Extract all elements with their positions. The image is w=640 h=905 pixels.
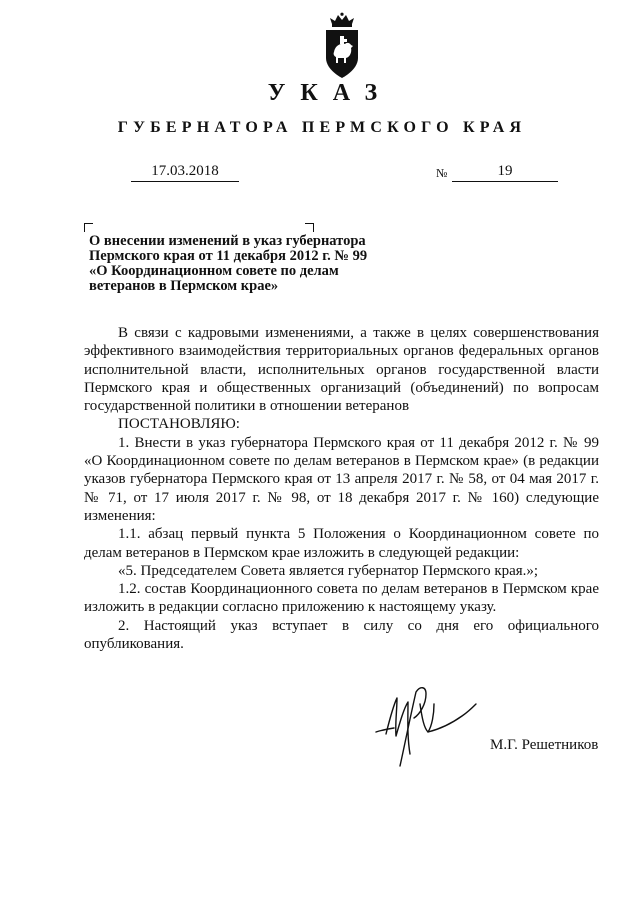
clause-2: 2. Настоящий указ вступает в силу со дня его официального опубликования. [84,617,599,653]
clause-1-1-quote: «5. Председателем Совета является губернатор Пермского края.»; [118,562,539,579]
heading-line: «О Координационном совете по делам [89,263,339,279]
heading-line: ветеранов в Пермском крае» [89,278,279,294]
heading-bracket-left [84,223,93,232]
decree-body [84,324,599,653]
document-type-title: УКАЗ [267,80,393,106]
heading-bracket-right [305,223,314,232]
heading-line: О внесении изменений в указ губернатора [89,233,366,249]
signer-name: М.Г. Решетников [490,737,599,753]
heading-line: Пермского края от 11 декабря 2012 г. № 99 [89,248,368,264]
number-sign: № [436,166,448,180]
resolution-word: ПОСТАНОВЛЯЮ: [118,416,240,433]
issuing-authority: ГУБЕРНАТОРА ПЕРМСКОГО КРАЯ [117,119,527,136]
clause-1: 1. Внести в указ губернатора Пермского края от 11 декабря 2012 г. № 99 «О Координационном совете по делам ветеранов в Пермском крае» (в редакции указов губернатора Пермского края от 13 апреля 2017 г. № 58, от 04 мая 2017 г. № 71, от 17 июля 2017 г. № 98, от 18 декабря 2017 г. № 160) следующие изменения: [84,434,599,524]
coat-of-arms-icon [324,12,360,80]
decree-number: 19 [452,161,558,182]
clause-1-2: 1.2. состав Координационного совета по делам ветеранов в Пермском крае изложить в редакции согласно приложению к настоящему указу. [84,581,599,616]
handwritten-signature-icon [370,678,480,768]
decree-date: 17.03.2018 [131,161,239,182]
decree-heading [89,234,409,294]
clause-1-1: 1.1. абзац первый пункта 5 Положения о Координационном совете по делам ветеранов в Пермском крае изложить в следующей редакции: [84,526,599,561]
preamble-paragraph: В связи с кадровыми изменениями, а также в целях совершенствования эффективного взаимодействия территориальных органов федеральных органов исполнительной власти, исполнительных органов государственной власти Пермского края и общественных организаций (объединений) по вопросам государственной политики в отношении ветеранов [84,325,599,415]
